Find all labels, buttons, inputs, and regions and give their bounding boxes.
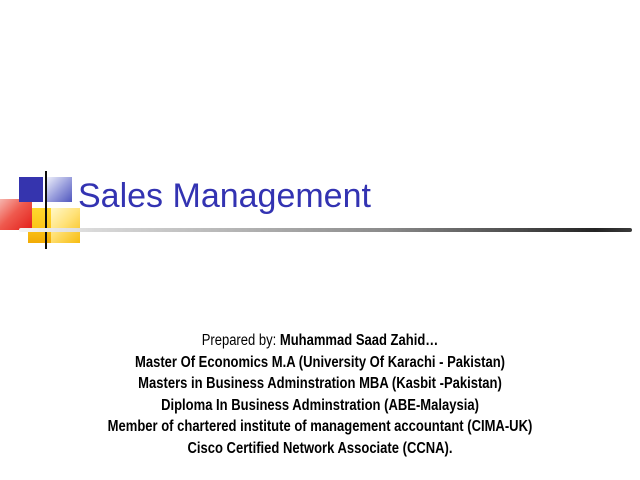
credential-line: Cisco Certified Network Associate (CCNA). bbox=[187, 439, 453, 457]
title-underline-rule bbox=[19, 228, 632, 232]
blue-square-decoration bbox=[19, 177, 43, 202]
slide-body-text bbox=[51, 330, 589, 459]
credential-line: Masters in Business Adminstration MBA (Kasbit -Pakistan) bbox=[138, 375, 502, 392]
byline-name: Muhammad Saad Zahid… bbox=[279, 332, 439, 349]
credential-line: Member of chartered institute of management accountant (CIMA-UK) bbox=[107, 418, 533, 435]
slide-title: Sales Management bbox=[78, 177, 371, 215]
credential-line: Diploma In Business Adminstration (ABE-Malaysia) bbox=[161, 396, 479, 414]
vertical-accent-line bbox=[45, 171, 47, 249]
yellow-gradient-square-decoration bbox=[51, 208, 80, 243]
credential-line: Master Of Economics M.A (University Of Karachi - Pakistan) bbox=[135, 353, 505, 371]
red-gradient-square-decoration bbox=[0, 199, 32, 230]
byline bbox=[51, 330, 589, 352]
blue-gradient-square-decoration bbox=[47, 177, 72, 202]
byline-prefix: Prepared by: bbox=[201, 332, 280, 349]
